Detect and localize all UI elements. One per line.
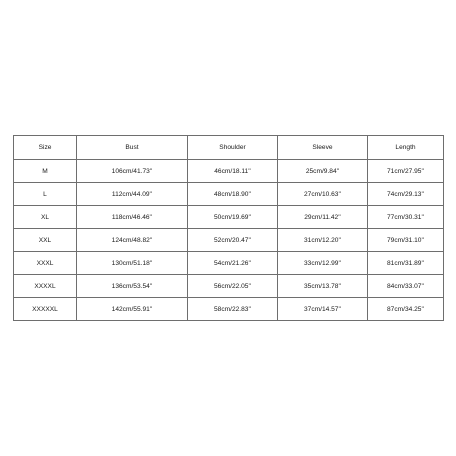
table-row	[14, 229, 444, 252]
table-header-row	[14, 136, 444, 160]
header-bust: Bust	[77, 136, 188, 160]
cell-size: M	[14, 160, 77, 183]
cell-sleeve: 33cm/12.99''	[278, 252, 368, 275]
cell-bust: 118cm/46.46''	[77, 206, 188, 229]
cell-length: 81cm/31.89''	[368, 252, 444, 275]
table-row	[14, 160, 444, 183]
table-row	[14, 252, 444, 275]
cell-sleeve: 31cm/12.20''	[278, 229, 368, 252]
cell-shoulder: 56cm/22.05''	[188, 275, 278, 298]
cell-sleeve: 25cm/9.84''	[278, 160, 368, 183]
table-row	[14, 206, 444, 229]
cell-shoulder: 46cm/18.11''	[188, 160, 278, 183]
cell-sleeve: 37cm/14.57''	[278, 298, 368, 321]
cell-bust: 136cm/53.54''	[77, 275, 188, 298]
cell-bust: 112cm/44.09''	[77, 183, 188, 206]
table-row	[14, 298, 444, 321]
header-sleeve: Sleeve	[278, 136, 368, 160]
cell-sleeve: 27cm/10.63''	[278, 183, 368, 206]
cell-shoulder: 50cm/19.69''	[188, 206, 278, 229]
table-row	[14, 275, 444, 298]
header-length: Length	[368, 136, 444, 160]
cell-shoulder: 54cm/21.26''	[188, 252, 278, 275]
cell-bust: 124cm/48.82''	[77, 229, 188, 252]
cell-length: 84cm/33.07''	[368, 275, 444, 298]
cell-length: 77cm/30.31''	[368, 206, 444, 229]
cell-bust: 142cm/55.91''	[77, 298, 188, 321]
cell-size: L	[14, 183, 77, 206]
cell-size: XXXXL	[14, 275, 77, 298]
cell-size: XXXXXL	[14, 298, 77, 321]
cell-length: 74cm/29.13''	[368, 183, 444, 206]
cell-size: XXXL	[14, 252, 77, 275]
header-size: Size	[14, 136, 77, 160]
cell-size: XL	[14, 206, 77, 229]
cell-length: 79cm/31.10''	[368, 229, 444, 252]
table-row	[14, 183, 444, 206]
cell-shoulder: 48cm/18.90''	[188, 183, 278, 206]
cell-shoulder: 52cm/20.47''	[188, 229, 278, 252]
cell-bust: 130cm/51.18''	[77, 252, 188, 275]
cell-length: 71cm/27.95''	[368, 160, 444, 183]
cell-size: XXL	[14, 229, 77, 252]
cell-length: 87cm/34.25''	[368, 298, 444, 321]
header-shoulder: Shoulder	[188, 136, 278, 160]
size-chart-table	[13, 135, 444, 321]
cell-shoulder: 58cm/22.83''	[188, 298, 278, 321]
cell-sleeve: 35cm/13.78''	[278, 275, 368, 298]
cell-bust: 106cm/41.73''	[77, 160, 188, 183]
cell-sleeve: 29cm/11.42''	[278, 206, 368, 229]
